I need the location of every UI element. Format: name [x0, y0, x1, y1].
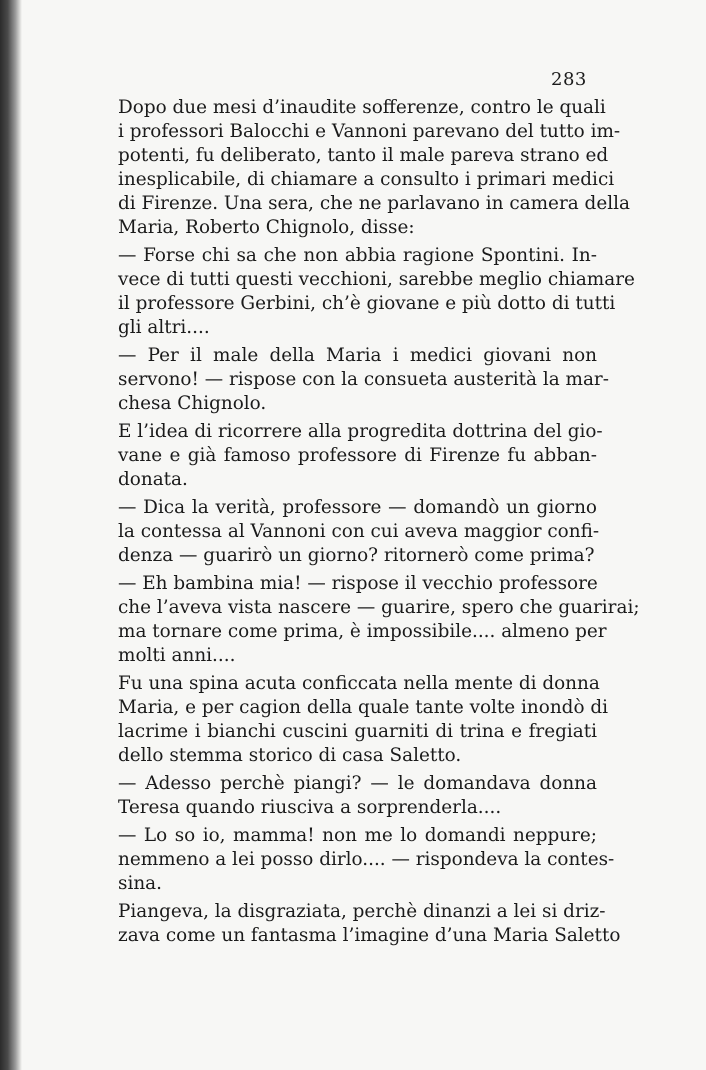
paragraph	[90, 572, 640, 668]
page-number: 283	[551, 69, 587, 90]
text-line: Maria, e per cagion della quale tante volte inondò di	[118, 697, 609, 718]
text-line: di Firenze. Una sera, che ne parlavano in camera della	[118, 193, 630, 214]
text-line: — Adesso perchè piangi? — le domandava donna	[118, 773, 597, 794]
text-line: Fu una spina acuta conficcata nella mente di donna	[118, 673, 600, 694]
text-line: Dopo due mesi d’inaudite sofferenze, contro le quali	[118, 97, 606, 118]
text-line: sina.	[118, 873, 162, 894]
text-line: — Per il male della Maria i medici giovani non	[118, 345, 597, 366]
paragraph	[90, 420, 603, 492]
paragraph	[90, 244, 635, 340]
text-line: — Forse chi sa che non abbia ragione Spontini. In-	[118, 245, 597, 266]
text-line: vane e già famoso professore di Firenze fu abban-	[118, 445, 597, 466]
text-line: chesa Chignolo.	[118, 393, 267, 414]
paragraph	[90, 824, 615, 896]
text-line: — Dica la verità, professore — domandò un giorno	[118, 497, 597, 518]
text-line: dello stemma storico di casa Saletto.	[118, 745, 462, 766]
paragraph	[90, 496, 600, 568]
paragraph	[90, 344, 609, 416]
text-line: — Eh bambina mia! — rispose il vecchio professore	[118, 573, 598, 594]
paragraph	[90, 96, 630, 240]
paragraph	[90, 772, 597, 820]
text-line: nemmeno a lei posso dirlo.... — rispondeva la contes-	[118, 849, 615, 870]
body-text	[90, 96, 640, 948]
binding-shadow	[0, 0, 22, 1070]
text-line: vece di tutti questi vecchioni, sarebbe meglio chiamare	[118, 269, 635, 290]
text-line: — Lo so io, mamma! non me lo domandi neppure;	[118, 825, 597, 846]
text-line: potenti, fu deliberato, tanto il male pareva strano ed	[118, 145, 609, 166]
text-line: la contessa al Vannoni con cui aveva maggior confi-	[118, 521, 600, 542]
text-line: che l’aveva vista nascere — guarire, spero che guarirai;	[118, 597, 640, 618]
text-line: denza — guarirò un giorno? ritornerò come prima?	[118, 545, 595, 566]
text-line: il professore Gerbini, ch’è giovane e più dotto di tutti	[118, 293, 616, 314]
text-line: Maria, Roberto Chignolo, disse:	[118, 217, 415, 238]
text-line: Teresa quando riusciva a sorprenderla....	[118, 797, 502, 818]
text-line: servono! — rispose con la consueta austerità la mar-	[118, 369, 609, 390]
text-line: Piangeva, la disgraziata, perchè dinanzi a lei si driz-	[118, 901, 606, 922]
text-line: gli altri....	[118, 317, 210, 338]
text-line: molti anni....	[118, 645, 236, 666]
paragraph	[90, 900, 621, 948]
text-line: donata.	[118, 469, 188, 490]
text-line: zava come un fantasma l’imagine d’una Maria Saletto	[118, 925, 621, 946]
text-line: inesplicabile, di chiamare a consulto i primari medici	[118, 169, 615, 190]
paragraph	[90, 672, 609, 768]
text-line: i professori Balocchi e Vannoni parevano del tutto im-	[118, 121, 621, 142]
text-line: E l’idea di ricorrere alla progredita dottrina del gio-	[118, 421, 603, 442]
text-line: lacrime i bianchi cuscini guarniti di trina e fregiati	[118, 721, 597, 742]
text-line: ma tornare come prima, è impossibile.... almeno per	[118, 621, 607, 642]
